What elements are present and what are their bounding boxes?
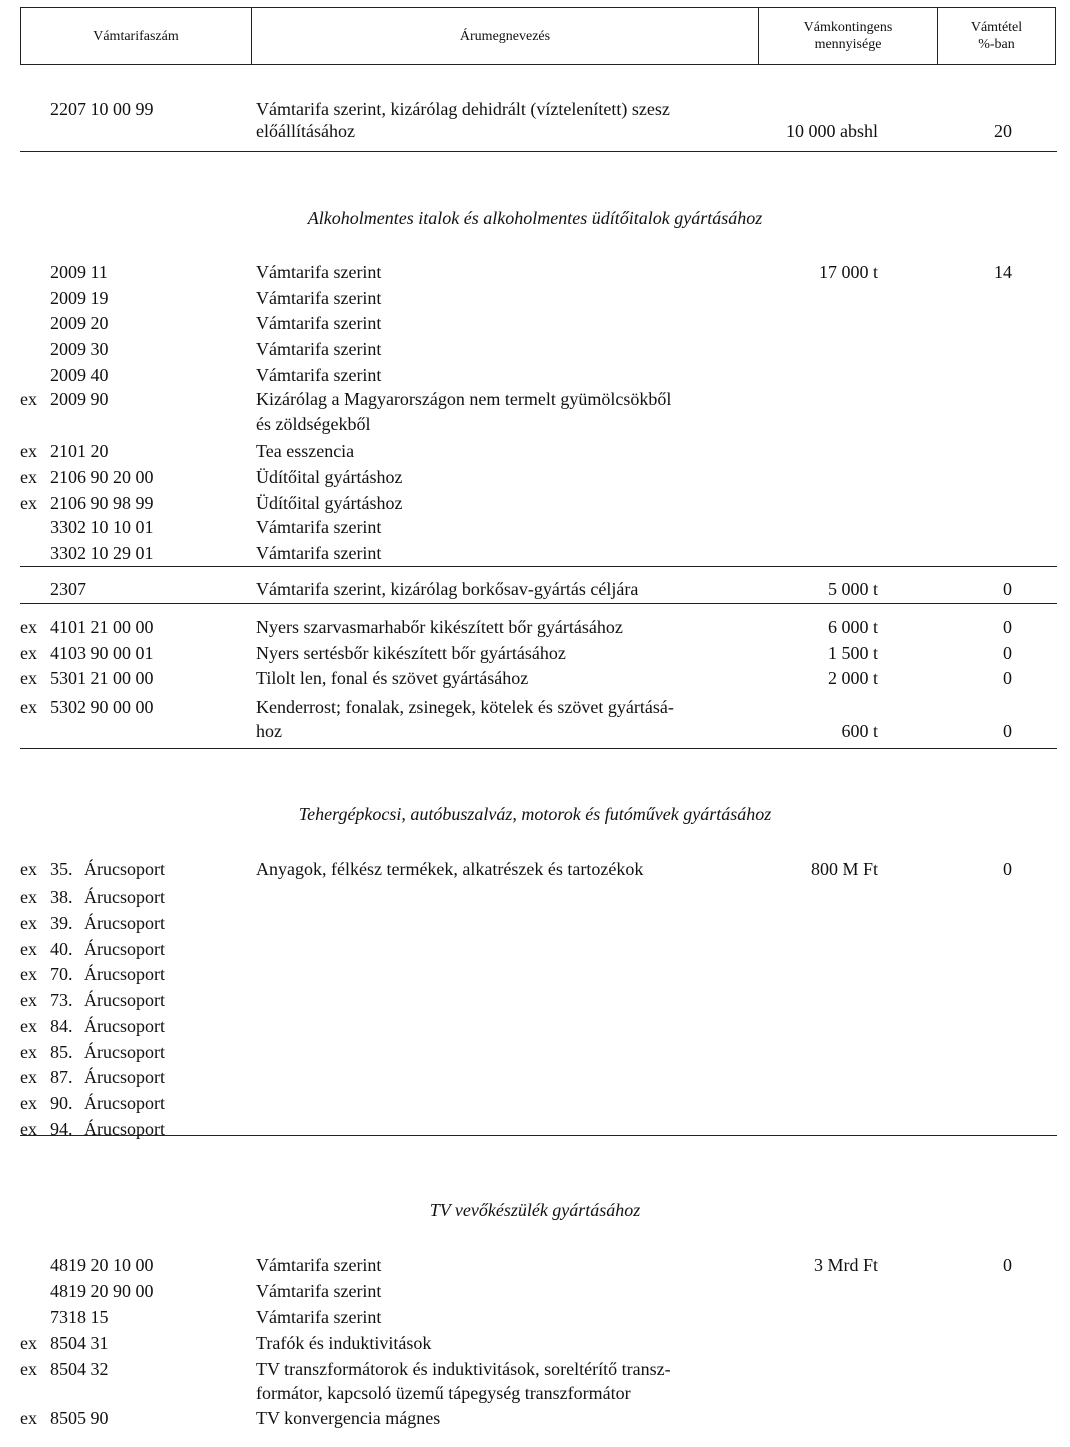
description: Nyers szarvasmarhabőr kikészített bőr gyártásához [256,617,623,637]
tariff-code: 2009 30 [50,339,109,359]
tariff-code: 94. [50,1119,73,1139]
table-row [0,961,1070,987]
table-row [0,1013,1070,1039]
divider [20,603,1057,604]
tariff-code: 4819 20 10 00 [50,1255,154,1275]
table-row [0,1090,1070,1116]
description: TV transzformátorok és induktivitások, soreltérítő transz- [256,1359,671,1379]
rate: 0 [1003,668,1012,688]
quota: 3 Mrd Ft [813,1255,878,1275]
tariff-code: 7318 15 [50,1307,109,1327]
tariff-code: 5302 90 00 00 [50,697,154,717]
description: formátor, kapcsoló üzemű tápegység transzformátor [256,1383,631,1403]
tariff-code: 8504 32 [50,1359,109,1379]
group-label: Árucsoport [84,1067,165,1087]
tariff-code: 2106 90 20 00 [50,467,154,487]
ex-marker: ex [20,859,37,879]
description: Vámtarifa szerint [256,543,382,563]
rate: 0 [1003,721,1012,741]
table-row [0,1252,1070,1278]
table-row [0,310,1070,336]
table-row [0,1405,1070,1431]
ex-marker: ex [20,643,37,663]
quota: 17 000 t [818,262,878,282]
tariff-code: 35. [50,859,73,879]
table-row [0,336,1070,362]
tariff-code: 3302 10 10 01 [50,517,154,537]
tariff-code: 39. [50,913,73,933]
tariff-code: 2009 19 [50,288,109,308]
divider [20,151,1057,152]
table-row [0,1039,1070,1065]
ex-marker: ex [20,467,37,487]
group-label: Árucsoport [84,964,165,984]
ex-marker: ex [20,1359,37,1379]
table-row [0,464,1070,490]
table-row [0,665,1070,691]
table-row [0,1064,1070,1090]
group-label: Árucsoport [84,939,165,959]
rate: 0 [1003,1255,1012,1275]
description: Vámtarifa szerint [256,1255,382,1275]
description: előállításához [256,121,355,141]
tariff-code: 87. [50,1067,73,1087]
group-label: Árucsoport [84,1093,165,1113]
table-row [0,259,1070,285]
tariff-code: 2009 11 [50,262,108,282]
ex-marker: ex [20,697,37,717]
description: hoz [256,721,282,741]
table-row [0,386,1070,412]
rate: 0 [1003,617,1012,637]
group-label: Árucsoport [84,1119,165,1139]
description: Nyers sertésbőr kikészített bőr gyártásához [256,643,566,663]
table-row [0,1356,1070,1382]
description: és zöldségekből [256,414,371,434]
ex-marker: ex [20,668,37,688]
table-row [0,362,1070,388]
table-row [0,514,1070,540]
tariff-code: 70. [50,964,73,984]
table-row [0,884,1070,910]
table-row [0,640,1070,666]
table-row [0,540,1070,566]
ex-marker: ex [20,964,37,984]
tariff-code: 2307 [50,579,86,599]
header-description: Árumegnevezés [252,8,759,64]
quota: 600 t [841,721,878,741]
quota: 6 000 t [827,617,878,637]
table-row [0,411,1070,437]
rate: 0 [1003,643,1012,663]
header-quota: Vámkontingens mennyisége [759,8,938,64]
divider [20,748,1057,749]
rate: 0 [1003,579,1012,599]
table-header [20,7,1056,65]
quota: 10 000 abshl [786,121,878,141]
description: Üdítőital gyártáshoz [256,493,403,513]
ex-marker: ex [20,990,37,1010]
tariff-code: 90. [50,1093,73,1113]
group-label: Árucsoport [84,1016,165,1036]
tariff-code: 2207 10 00 99 [50,99,154,119]
section-title-tv: TV vevőkészülék gyártásához [429,1200,641,1220]
quota: 800 M Ft [810,859,878,879]
quota: 5 000 t [827,579,878,599]
tariff-code: 84. [50,1016,73,1036]
ex-marker: ex [20,441,37,461]
ex-marker: ex [20,493,37,513]
table-row [0,438,1070,464]
tariff-code: 38. [50,887,73,907]
description: Trafók és induktivitások [256,1333,432,1353]
table-row [0,987,1070,1013]
description: Vámtarifa szerint [256,365,382,385]
table-row [0,694,1070,720]
section-title-vehicles: Tehergépkocsi, autóbuszalváz, motorok és futóművek gyártásához [298,804,772,824]
description: Vámtarifa szerint, kizárólag dehidrált (víztelenített) szesz [256,99,670,119]
table-row [0,118,1070,144]
table-row [0,285,1070,311]
group-label: Árucsoport [84,859,165,879]
tariff-code: 4103 90 00 01 [50,643,154,663]
description: Vámtarifa szerint [256,517,382,537]
ex-marker: ex [20,887,37,907]
ex-marker: ex [20,1042,37,1062]
ex-marker: ex [20,1016,37,1036]
ex-marker: ex [20,389,37,409]
description: Üdítőital gyártáshoz [256,467,403,487]
ex-marker: ex [20,1067,37,1087]
table-row [0,910,1070,936]
table-row [0,576,1070,602]
ex-marker: ex [20,617,37,637]
tariff-code: 5301 21 00 00 [50,668,154,688]
divider [20,566,1057,567]
rate: 0 [1003,859,1012,879]
table-row [0,1116,1070,1142]
description: Vámtarifa szerint [256,313,382,333]
tariff-code: 2106 90 98 99 [50,493,154,513]
ex-marker: ex [20,913,37,933]
tariff-code: 73. [50,990,73,1010]
tariff-code: 2009 90 [50,389,109,409]
quota: 1 500 t [827,643,878,663]
description: Vámtarifa szerint, kizárólag borkősav-gyártás céljára [256,579,639,599]
table-row [0,1304,1070,1330]
tariff-code: 8504 31 [50,1333,109,1353]
table-row [0,490,1070,516]
group-label: Árucsoport [84,887,165,907]
tariff-code: 85. [50,1042,73,1062]
tariff-code: 8505 90 [50,1408,109,1428]
description: Kenderrost; fonalak, zsinegek, kötelek és szövet gyártásá- [256,697,674,717]
header-rate: Vámtétel %-ban [970,20,1023,52]
quota: 2 000 t [827,668,878,688]
tariff-code: 40. [50,939,73,959]
table-row [0,936,1070,962]
description: Anyagok, félkész termékek, alkatrészek és tartozékok [256,859,644,879]
header-code: Vámtarifaszám [21,8,252,64]
tariff-code: 2101 20 [50,441,109,461]
ex-marker: ex [20,1333,37,1353]
description: Tilolt len, fonal és szövet gyártásához [256,668,529,688]
table-row [0,1330,1070,1356]
tariff-code: 3302 10 29 01 [50,543,154,563]
ex-marker: ex [20,939,37,959]
description: Vámtarifa szerint [256,288,382,308]
table-row [0,856,1070,882]
rate: 14 [994,262,1012,282]
ex-marker: ex [20,1119,37,1139]
rate: 20 [994,121,1012,141]
description: TV konvergencia mágnes [256,1408,441,1428]
description: Vámtarifa szerint [256,1281,382,1301]
description: Tea esszencia [256,441,355,461]
tariff-code: 4101 21 00 00 [50,617,154,637]
description: Vámtarifa szerint [256,339,382,359]
tariff-code: 2009 40 [50,365,109,385]
group-label: Árucsoport [84,913,165,933]
table-row [0,1278,1070,1304]
group-label: Árucsoport [84,1042,165,1062]
ex-marker: ex [20,1408,37,1428]
table-row [0,1380,1070,1406]
table-row [0,718,1070,744]
tariff-code: 4819 20 90 00 [50,1281,154,1301]
description: Vámtarifa szerint [256,1307,382,1327]
description: Kizárólag a Magyarországon nem termelt gyümölcsökből [256,389,672,409]
section-title-soft-drinks: Alkoholmentes italok és alkoholmentes üdítőitalok gyártásához [307,208,763,228]
ex-marker: ex [20,1093,37,1113]
description: Vámtarifa szerint [256,262,382,282]
table-row [0,614,1070,640]
tariff-code: 2009 20 [50,313,109,333]
group-label: Árucsoport [84,990,165,1010]
